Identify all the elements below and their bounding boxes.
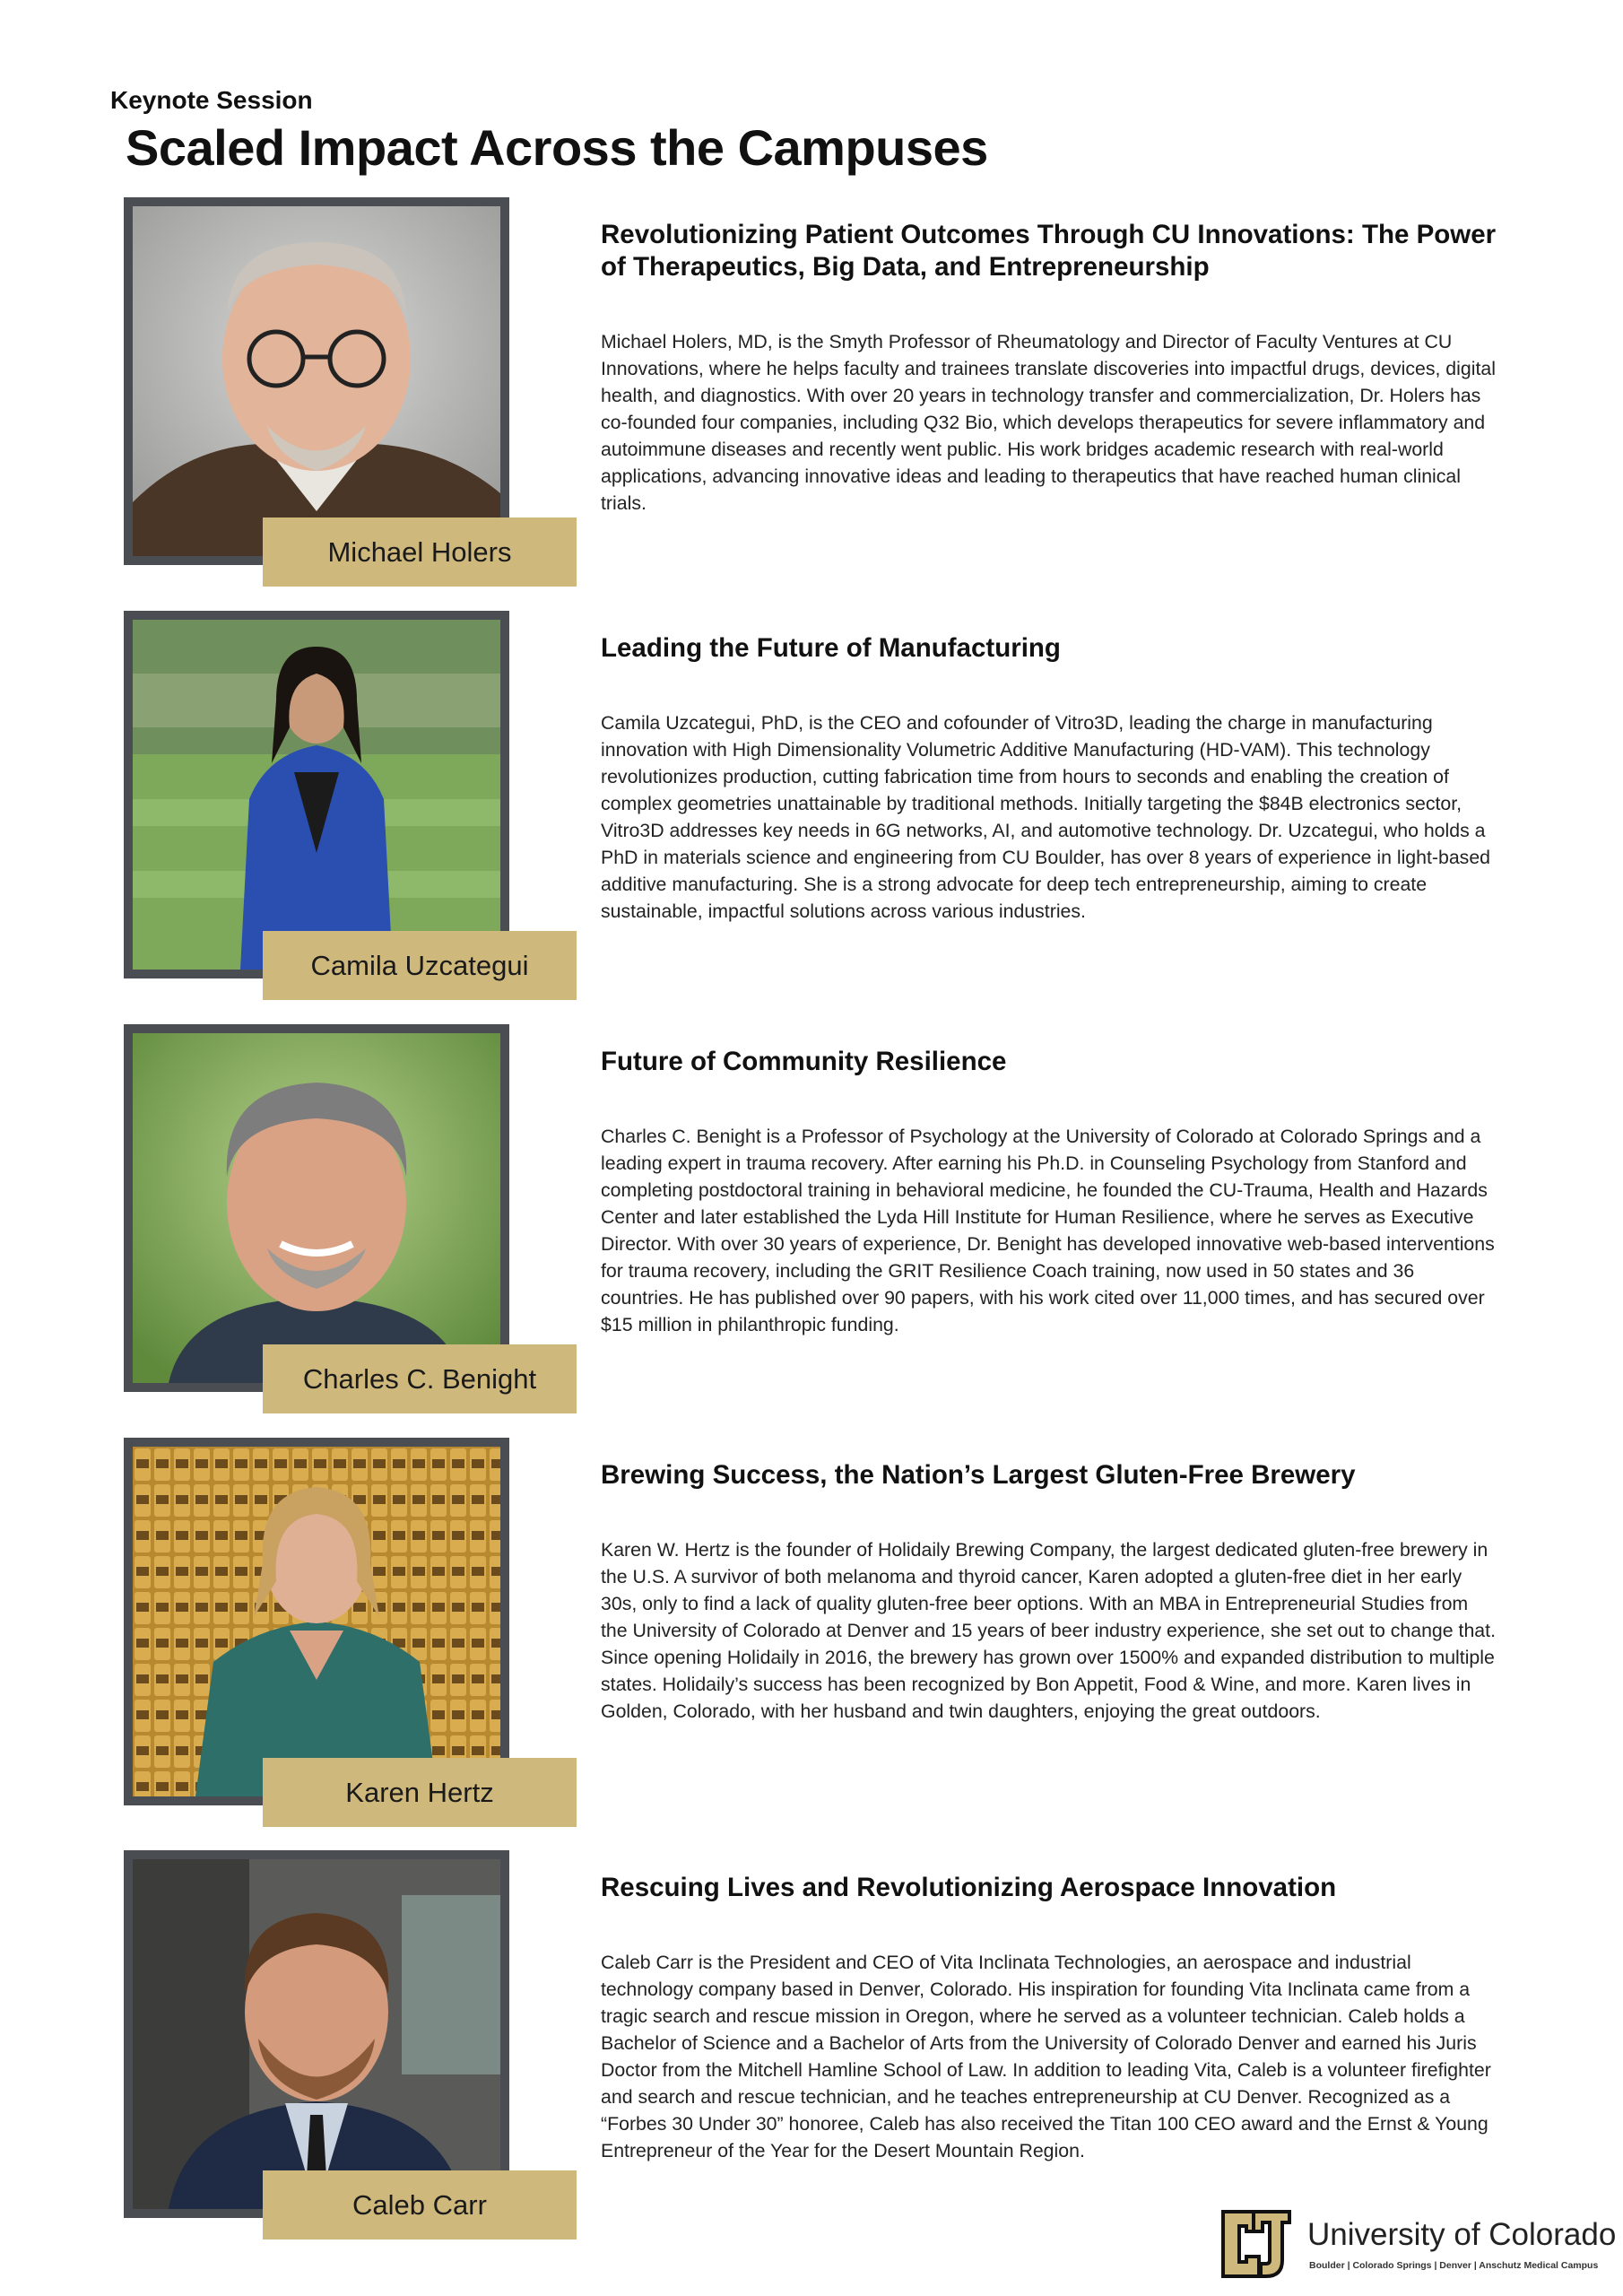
- speaker-bio: Karen W. Hertz is the founder of Holidaily Brewing Company, the largest dedicated gluten-free brewery in the U.S. A survivor of both melanoma and thyroid cancer, Karen adopted a gluten-free diet in her early 30s, only to find a lack of quality gluten-free beer options. With an MBA in Entrepreneurial Studies from the University of Colorado at Denver and 15 years of beer industry experience, she set out to change that. Since opening Holidaily in 2016, the brewery has grown over 1500% and expanded distribution to multiple states. Holidaily’s success has been recognized by Bon Appetit, Food & Wine, and more. Karen lives in Golden, Colorado, with her husband and twin daughters, enjoying the great outdoors.: [601, 1539, 1496, 1722]
- talk-title: Future of Community Resilience: [601, 1047, 1007, 1076]
- photo-frame: [124, 197, 509, 565]
- speaker-card: [124, 1438, 1523, 1808]
- speaker-bio: Charles C. Benight is a Professor of Psychology at the University of Colorado at Colorado Springs and a leading expert in trauma recovery. After earning his Ph.D. in Counseling Psychology from Stanford and completing postdoctoral training in behavioral medicine, he founded the CU-Trauma, Health and Hazards Center and later established the Lyda Hill Institute for Human Resilience, where he serves as Executive Director. With over 30 years of experience, Dr. Benight has developed innovative web-based interventions for trauma recovery, including the GRIT Resilience Coach training, now used in 50 states and 36 countries. He has published over 90 papers, with his work cited over 11,000 times, and has secured over $15 million in philanthropic funding.: [601, 1126, 1495, 1335]
- speaker-bio: Michael Holers, MD, is the Smyth Professor of Rheumatology and Director of Faculty Ventures at CU Innovations, where he helps faculty and trainees translate discoveries into impactful drugs, devices, digital health, and diagnostics. With over 20 years in technology transfer and commercialization, Dr. Holers has co-founded four companies, including Q32 Bio, which develops therapeutics for severe inflammatory and autoimmune diseases and recently went public. His work bridges academic research with real-world applications, advancing innovative ideas and leading to therapeutics that have reached human clinical trials.: [601, 331, 1496, 514]
- talk-title: Brewing Success, the Nation’s Largest Gluten-Free Brewery: [601, 1460, 1356, 1490]
- speaker-name: Michael Holers: [263, 517, 577, 587]
- talk-title: Rescuing Lives and Revolutionizing Aerospace Innovation: [601, 1873, 1337, 1902]
- photo-frame: [124, 611, 509, 978]
- cu-logo: [1219, 2208, 1617, 2280]
- speaker-name: Caleb Carr: [263, 2170, 577, 2239]
- speaker-photo: [133, 1859, 500, 2209]
- speaker-photo: [133, 206, 500, 556]
- speaker-card: [124, 1024, 1523, 1395]
- photo-frame: [124, 1024, 509, 1392]
- speaker-photo: [133, 1447, 500, 1796]
- photo-frame: [124, 1438, 509, 1805]
- photo-frame: [124, 1850, 509, 2218]
- speaker-card: [124, 1850, 1523, 2221]
- speaker-photo: [133, 1033, 500, 1383]
- logo-campuses: Boulder | Colorado Springs | Denver | Anschutz Medical Campus: [1309, 2260, 1599, 2271]
- talk-title: Leading the Future of Manufacturing: [601, 633, 1061, 663]
- page-title: Scaled Impact Across the Campuses: [126, 119, 988, 176]
- cu-logo-icon: [1219, 2208, 1293, 2280]
- logo-wordmark: University of Colorado: [1307, 2217, 1617, 2252]
- speaker-bio: Caleb Carr is the President and CEO of Vita Inclinata Technologies, an aerospace and industrial technology company based in Denver, Colorado. His inspiration for founding Vita Inclinata came from a tragic search and rescue mission in Oregon, where he served as a volunteer technician. Caleb holds a Bachelor of Science and a Bachelor of Arts from the University of Colorado Denver and earned his Juris Doctor from the Mitchell Hamline School of Law. In addition to leading Vita, Caleb is a volunteer firefighter and search and rescue technician, and he teaches entrepreneurship at CU Denver. Recognized as a “Forbes 30 Under 30” honoree, Caleb has also received the Titan 100 CEO award and the Ernst & Young Entrepreneur of the Year for the Desert Mountain Region.: [601, 1952, 1491, 2161]
- speaker-photo: [133, 620, 500, 970]
- speaker-card: [124, 611, 1523, 981]
- talk-title: Revolutionizing Patient Outcomes Through CU Innovations: The Power of Therapeutics, Big Data, and Entrepreneurship: [601, 220, 1497, 282]
- speaker-card: [124, 197, 1523, 568]
- speaker-name: Charles C. Benight: [263, 1344, 577, 1413]
- speaker-name: Karen Hertz: [263, 1758, 577, 1827]
- speaker-name: Camila Uzcategui: [263, 931, 577, 1000]
- speaker-bio: Camila Uzcategui, PhD, is the CEO and cofounder of Vitro3D, leading the charge in manufacturing innovation with High Dimensionality Volumetric Additive Manufacturing (HD-VAM). This technology revolutionizes production, cutting fabrication time from hours to seconds and enabling the creation of complex geometries unattainable by traditional methods. Initially targeting the $84B electronics sector, Vitro3D addresses key needs in 6G networks, AI, and automotive technology. Dr. Uzcategui, who holds a PhD in materials science and engineering from CU Boulder, has over 8 years of experience in light-based additive manufacturing. She is a strong advocate for deep tech entrepreneurship, aiming to create sustainable, impactful solutions across various industries.: [601, 712, 1491, 922]
- keynote-label: Keynote Session: [110, 86, 313, 114]
